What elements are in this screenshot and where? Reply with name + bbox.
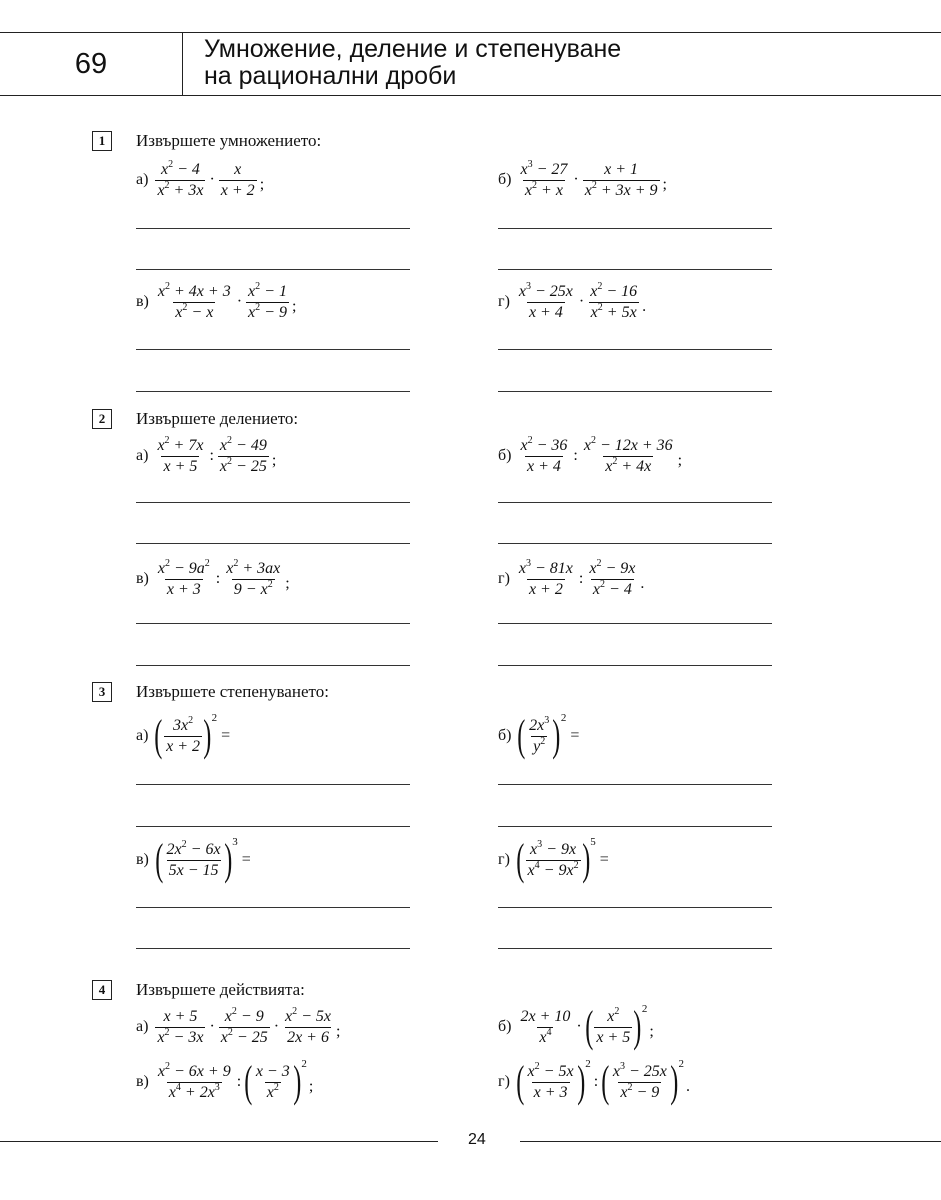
answer-line[interactable] (136, 391, 410, 392)
exercise-number-2: 2 (92, 409, 112, 429)
answer-line[interactable] (136, 907, 410, 908)
answer-line[interactable] (136, 269, 410, 270)
answer-line[interactable] (136, 826, 410, 827)
answer-line[interactable] (498, 784, 772, 785)
problem-1b: б) $x^3 - 27$ $x^2 + x$ · x + 1 $x^2 + 3x + 9$ ; (498, 158, 667, 199)
problem-3v: в) ( $2x^2 - 6x$ 5x − 15 ) 3 = (136, 835, 251, 884)
problem-1g: г) $x^3 - 25x$ x + 4 · $x^2 - 16$ $x^2 + 5x$ . (498, 280, 647, 321)
exercise-number-1: 1 (92, 131, 112, 151)
page-number: 24 (468, 1131, 486, 1148)
problem-3b: б) ( $2x^3$ $y^2$ ) 2 = (498, 711, 580, 760)
footer-rule-left (0, 1141, 438, 1142)
problem-2a: а) $x^2 + 7x$ x + 5 : $x^2 - 49$ $x^2 - 25$ ; (136, 434, 277, 475)
answer-line[interactable] (136, 784, 410, 785)
answer-line[interactable] (498, 826, 772, 827)
problem-1a: а) $x^2 - 4$ $x^2 + 3x$ · x x + 2 ; (136, 158, 265, 199)
problem-3a: а) ( $3x^2$ x + 2 ) 2 = (136, 711, 231, 760)
answer-line[interactable] (498, 665, 772, 666)
answer-line[interactable] (136, 543, 410, 544)
answer-line[interactable] (136, 349, 410, 350)
answer-line[interactable] (136, 502, 410, 503)
answer-line[interactable] (498, 349, 772, 350)
exercise-title-4: Извършете действията: (136, 980, 305, 999)
answer-line[interactable] (498, 543, 772, 544)
lesson-number: 69 (0, 33, 183, 95)
lesson-header (0, 32, 941, 96)
answer-line[interactable] (498, 948, 772, 949)
answer-line[interactable] (498, 391, 772, 392)
exercise-number-4: 4 (92, 980, 112, 1000)
answer-line[interactable] (498, 269, 772, 270)
problem-4b: б) 2x + 10 $x^4$ · ( $x^2$ x + 5 ) 2 ; (498, 1002, 654, 1051)
lesson-title: Умножение, деление и степенуване на рационални дроби (204, 35, 622, 90)
answer-line[interactable] (136, 623, 410, 624)
problem-4g: г) ( $x^2 - 5x$ x + 3 ) 2 : ( $x^3 - 25x$ $x^2 - 9$ ) 2 . (498, 1057, 690, 1106)
answer-line[interactable] (498, 907, 772, 908)
answer-line[interactable] (136, 665, 410, 666)
exercise-number-3: 3 (92, 682, 112, 702)
problem-2g: г) $x^3 - 81x$ x + 2 : $x^2 - 9x$ $x^2 - 4$ . (498, 557, 645, 598)
footer-rule-right (520, 1141, 941, 1142)
answer-line[interactable] (136, 228, 410, 229)
problem-3g: г) ( $x^3 - 9x$ $x^4 - 9x^2$ ) 5 = (498, 835, 609, 884)
answer-line[interactable] (498, 228, 772, 229)
exercise-title-2: Извършете делението: (136, 409, 299, 428)
exercise-title-1: Извършете умножението: (136, 131, 322, 150)
exercise-title-3: Извършете степенуването: (136, 682, 329, 701)
problem-4a: а) x + 5 $x^2 - 3x$ · $x^2 - 9$ $x^2 - 25$ · $x^2 - 5x$ 2x + 6 ; (136, 1005, 341, 1046)
problem-2v: в) $x^2 - 9a^2$ x + 3 : $x^2 + 3ax$ $9 - x^2$ ; (136, 557, 290, 598)
answer-line[interactable] (498, 502, 772, 503)
problem-2b: б) $x^2 - 36$ x + 4 : $x^2 - 12x + 36$ $x^2 + 4x$ ; (498, 434, 683, 475)
problem-4v: в) $x^2 - 6x + 9$ $x^4 + 2x^3$ : ( x − 3 $x^2$ ) 2 ; (136, 1057, 314, 1106)
answer-line[interactable] (136, 948, 410, 949)
answer-line[interactable] (498, 623, 772, 624)
problem-1v: в) $x^2 + 4x + 3$ $x^2 - x$ · $x^2 - 1$ $x^2 - 9$ ; (136, 280, 297, 321)
